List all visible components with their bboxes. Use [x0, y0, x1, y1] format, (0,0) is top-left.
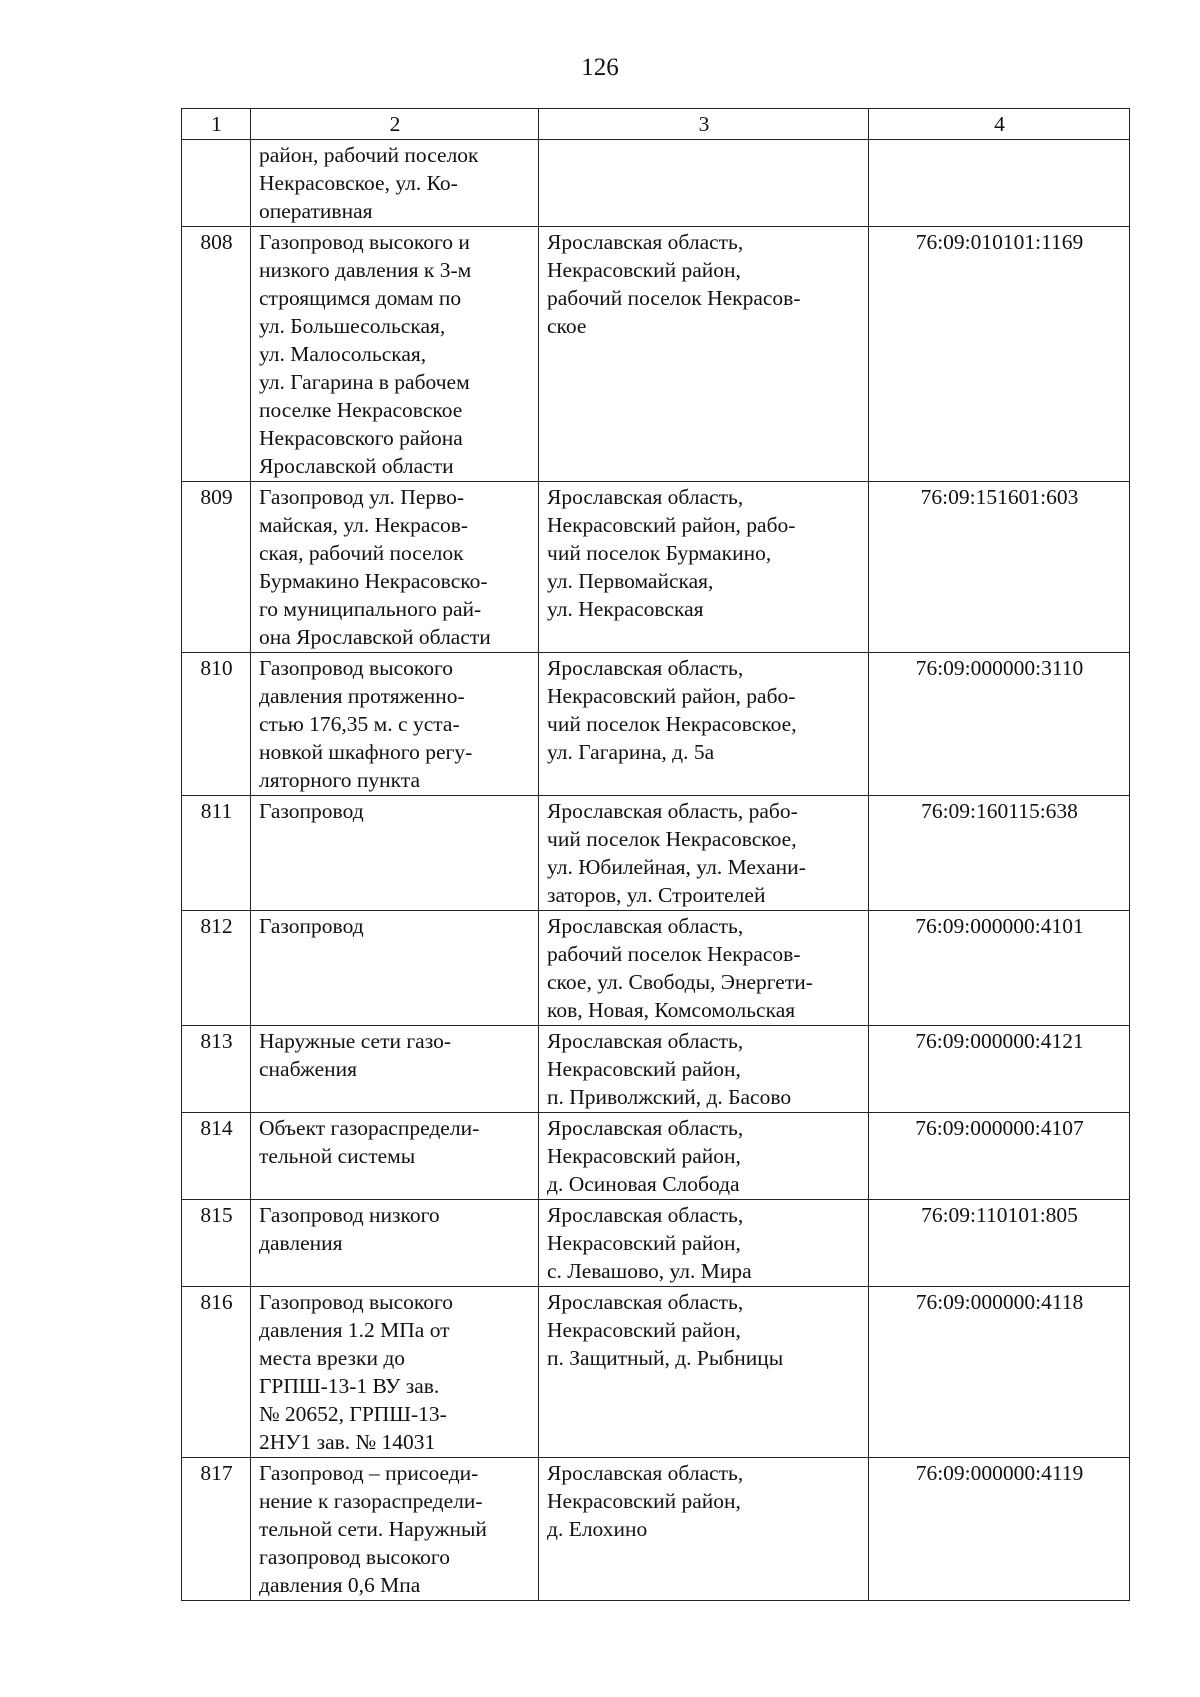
object-name-line: Газопровод высокого и [259, 230, 470, 254]
object-name-line: ул. Малосольская, [259, 342, 427, 366]
address-line: Некрасовский район, [547, 1489, 741, 1513]
object-name-line: Газопровод высокого [259, 1290, 454, 1314]
object-name-line: ул. Большесольская, [259, 314, 446, 338]
row-number: 815 [182, 1200, 251, 1287]
object-name-line: оперативная [259, 199, 373, 223]
column-header-3: 3 [539, 109, 869, 140]
address-line: Ярославская область, рабо- [547, 799, 798, 823]
object-name-line: район, рабочий поселок [259, 143, 479, 167]
object-name-cell [251, 1287, 539, 1458]
object-name-line: Газопровод высокого [259, 656, 454, 680]
address-line: Некрасовский район, рабо- [547, 684, 796, 708]
page-number: 126 [581, 54, 619, 81]
object-name-line: давления [259, 1231, 343, 1255]
cadastral-number: 76:09:000000:3110 [869, 653, 1130, 796]
address-line: чий поселок Некрасовское, [547, 827, 797, 851]
object-name-line: Объект газораспредели- [259, 1116, 480, 1140]
column-header-2: 2 [251, 109, 539, 140]
address-line: ков, Новая, Комсомольская [547, 998, 796, 1022]
object-name-cell [251, 653, 539, 796]
cadastral-number: 76:09:110101:805 [869, 1200, 1130, 1287]
address-line: Некрасовский район, [547, 1144, 741, 1168]
object-name-line: Некрасовского района [259, 426, 463, 450]
address-line: Ярославская область, [547, 656, 744, 680]
address-line: Ярославская область, [547, 1116, 744, 1140]
object-name-line: тельной сети. Наружный [259, 1517, 487, 1541]
table-row [182, 1026, 1130, 1113]
object-name-cell [251, 911, 539, 1026]
address-line: ул. Некрасовская [547, 597, 704, 621]
address-line: Некрасовский район, [547, 258, 741, 282]
object-name-line: ГРПШ-13-1 ВУ зав. [259, 1374, 440, 1398]
row-number: 810 [182, 653, 251, 796]
table-row [182, 140, 1130, 227]
object-name-cell [251, 1026, 539, 1113]
object-name-line: ляторного пункта [259, 768, 421, 792]
table-row [182, 796, 1130, 911]
address-line: Некрасовский район, [547, 1318, 741, 1342]
table-row [182, 482, 1130, 653]
table-row [182, 1200, 1130, 1287]
object-name-cell [251, 482, 539, 653]
cadastral-number: 76:09:160115:638 [869, 796, 1130, 911]
table-row [182, 1113, 1130, 1200]
address-cell [539, 653, 869, 796]
address-cell [539, 796, 869, 911]
object-name-line: Ярославской области [259, 454, 454, 478]
address-cell [539, 1113, 869, 1200]
table-row [182, 1287, 1130, 1458]
address-line: ул. Юбилейная, ул. Механи- [547, 855, 806, 879]
address-line: п. Приволжский, д. Басово [547, 1085, 792, 1109]
address-line: Ярославская область, [547, 1029, 744, 1053]
object-name-cell [251, 140, 539, 227]
object-name-line: тельной системы [259, 1144, 416, 1168]
address-line: Ярославская область, [547, 485, 744, 509]
table-row [182, 653, 1130, 796]
table-row [182, 911, 1130, 1026]
cadastral-number: 76:09:000000:4118 [869, 1287, 1130, 1458]
row-number: 809 [182, 482, 251, 653]
object-name-line: стью 176,35 м. с уста- [259, 712, 460, 736]
object-name-cell [251, 1113, 539, 1200]
address-line: чий поселок Некрасовское, [547, 712, 797, 736]
address-line: Ярославская область, [547, 1203, 744, 1227]
column-header-4: 4 [869, 109, 1130, 140]
object-name-line: новкой шкафного регу- [259, 740, 473, 764]
address-line: рабочий поселок Некрасов- [547, 286, 801, 310]
object-name-line: Газопровод [259, 914, 364, 938]
object-name-line: снабжения [259, 1057, 358, 1081]
object-name-cell [251, 1200, 539, 1287]
object-name-line: 2НУ1 зав. № 14031 [259, 1430, 436, 1454]
row-number: 817 [182, 1458, 251, 1601]
address-line: ское [547, 314, 587, 338]
object-name-line: ул. Гагарина в рабочем [259, 370, 470, 394]
object-name-line: № 20652, ГРПШ-13- [259, 1402, 447, 1426]
address-line: чий поселок Бурмакино, [547, 541, 772, 565]
cadastral-number: 76:09:010101:1169 [869, 227, 1130, 482]
address-line: Ярославская область, [547, 230, 744, 254]
address-line: ул. Гагарина, д. 5а [547, 740, 715, 764]
object-name-line: газопровод высокого [259, 1545, 450, 1569]
registry-table [181, 108, 1130, 1601]
object-name-line: Некрасовское, ул. Ко- [259, 171, 458, 195]
address-cell [539, 1026, 869, 1113]
row-number [182, 140, 251, 227]
address-line: Ярославская область, [547, 914, 744, 938]
address-line: заторов, ул. Строителей [547, 883, 766, 907]
cadastral-number: 76:09:000000:4121 [869, 1026, 1130, 1113]
address-line: Ярославская область, [547, 1461, 744, 1485]
row-number: 811 [182, 796, 251, 911]
object-name-line: низкого давления к 3-м [259, 258, 472, 282]
object-name-line: она Ярославской области [259, 625, 491, 649]
address-cell [539, 227, 869, 482]
object-name-line: Газопровод [259, 799, 364, 823]
row-number: 814 [182, 1113, 251, 1200]
object-name-line: го муниципального рай- [259, 597, 482, 621]
row-number: 813 [182, 1026, 251, 1113]
object-name-line: строящимся домам по [259, 286, 462, 310]
table-row [182, 1458, 1130, 1601]
object-name-line: места врезки до [259, 1346, 406, 1370]
table-body [182, 140, 1130, 1601]
address-line: Некрасовский район, [547, 1057, 741, 1081]
row-number: 816 [182, 1287, 251, 1458]
cadastral-number: 76:09:151601:603 [869, 482, 1130, 653]
address-cell [539, 1458, 869, 1601]
object-name-cell [251, 796, 539, 911]
object-name-line: майская, ул. Некрасов- [259, 513, 469, 537]
object-name-line: Газопровод – присоеди- [259, 1461, 479, 1485]
object-name-line: поселке Некрасовское [259, 398, 463, 422]
address-line: ское, ул. Свободы, Энергети- [547, 970, 813, 994]
object-name-line: Газопровод ул. Перво- [259, 485, 465, 509]
address-cell [539, 140, 869, 227]
address-line: рабочий поселок Некрасов- [547, 942, 801, 966]
address-line: д. Осиновая Слобода [547, 1172, 740, 1196]
cadastral-number [869, 140, 1130, 227]
cadastral-number: 76:09:000000:4119 [869, 1458, 1130, 1601]
address-line: Ярославская область, [547, 1290, 744, 1314]
address-line: ул. Первомайская, [547, 569, 714, 593]
row-number: 812 [182, 911, 251, 1026]
address-line: д. Елохино [547, 1517, 648, 1541]
header-row [182, 109, 1130, 140]
object-name-line: ская, рабочий поселок [259, 541, 464, 565]
table-header [182, 109, 1130, 140]
cadastral-number: 76:09:000000:4101 [869, 911, 1130, 1026]
address-line: Некрасовский район, [547, 1231, 741, 1255]
object-name-line: давления протяженно- [259, 684, 465, 708]
cadastral-number: 76:09:000000:4107 [869, 1113, 1130, 1200]
object-name-line: давления 1.2 МПа от [259, 1318, 450, 1342]
object-name-line: Бурмакино Некрасовско- [259, 569, 488, 593]
row-number: 808 [182, 227, 251, 482]
table-row [182, 227, 1130, 482]
object-name-cell [251, 227, 539, 482]
object-name-line: давления 0,6 Мпа [259, 1573, 421, 1597]
object-name-line: Наружные сети газо- [259, 1029, 451, 1053]
object-name-line: нение к газораспредели- [259, 1489, 483, 1513]
address-line: п. Защитный, д. Рыбницы [547, 1346, 784, 1370]
address-cell [539, 1287, 869, 1458]
address-cell [539, 1200, 869, 1287]
address-cell [539, 911, 869, 1026]
object-name-line: Газопровод низкого [259, 1203, 440, 1227]
address-line: Некрасовский район, рабо- [547, 513, 796, 537]
address-line: с. Левашово, ул. Мира [547, 1259, 752, 1283]
object-name-cell [251, 1458, 539, 1601]
address-cell [539, 482, 869, 653]
column-header-1: 1 [182, 109, 251, 140]
